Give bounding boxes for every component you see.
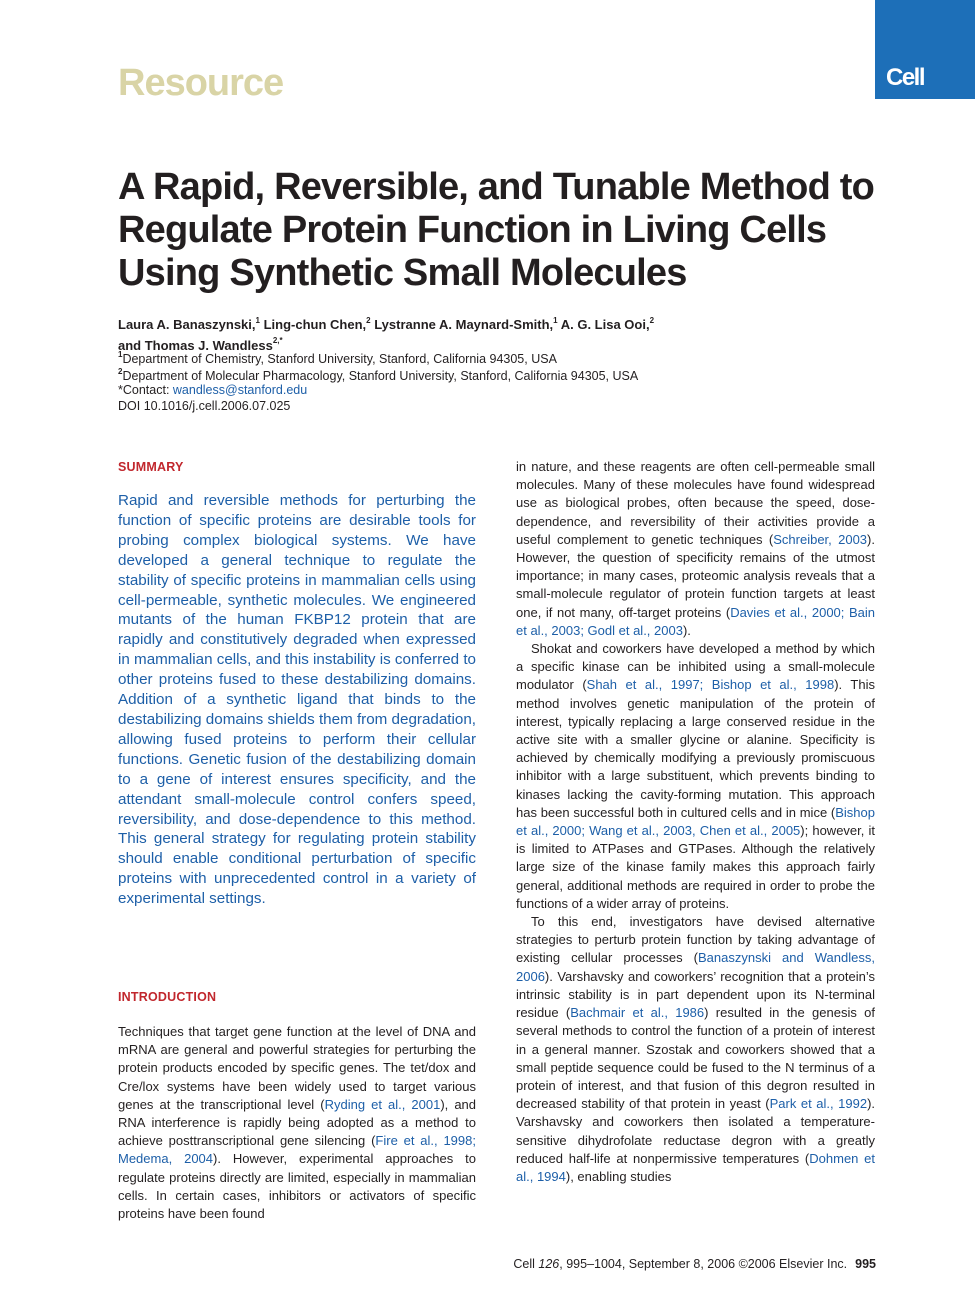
citation-link[interactable]: Bachmair et al., 1986 (570, 1005, 705, 1021)
affiliation: $^1$Department of Chemistry, Stanford University, Stanford, California 94305, USA (118, 350, 557, 367)
paragraph: Shokat and coworkers have developed a method by which a specific kinase can be inhibited using a small-molecule modulator (Shah et al., 1997; Bishop et al., 1998). This method involves genetic manipulation of the protein of interest, typically replacing a large conserved residue in the active site with a smaller glycine or alanine. Specificity is achieved by chemically modifying a previously promiscuous inhibitor with a large substituent, which prevents binding to kinases lacking the cavity-forming mutation. This approach has been successful both in cultured cells and in mice (Bishop et al., 2000; Wang et al., 2003, Chen et al., 2005); however, it is limited to ATPases and GTPases. Although the relatively large size of the kinase family makes this approach fairly general, additional methods are required in order to probe the functions of a wider array of proteins. (516, 641, 875, 911)
citation-link[interactable]: Dohmen et al., 1994 (516, 1150, 876, 1184)
introduction-heading: INTRODUCTION (118, 990, 217, 1004)
author: Ling-chun Chen,$^2$ (263, 316, 371, 333)
author: Lystranne A. Maynard-Smith,$^1$ (374, 316, 558, 333)
article-title: A Rapid, Reversible, and Tunable Method to Regulate Protein Function in Living Cells Using Synthetic Small Molecules (118, 166, 875, 294)
summary-heading: SUMMARY (118, 460, 184, 474)
introduction-column (118, 1023, 476, 1223)
journal-logo (875, 0, 975, 99)
affiliation: $^2$Department of Molecular Pharmacology, Stanford University, Stanford, California 94305, USA (118, 367, 639, 384)
paragraph: in nature, and these reagents are often cell-permeable small molecules. Many of these molecules have found widespread use as biological probes, often because the speed, dose-dependence, and reversibility of their activities provide a useful complement to genetic techniques (Schreiber, 2003). However, the question of specificity remains of the utmost importance; in many cases, proteomic analysis reveals that a small-molecule regulator of protein function targets at least one, if not many, off-target proteins (Davies et al., 2000; Bain et al., 2003; Godl et al., 2003). (516, 459, 875, 638)
paragraph: To this end, investigators have devised alternative strategies to perturb protein function by taking advantage of existing cellular processes (Banaszynski and Wandless, 2006). Varshavsky and coworkers’ recognition that a protein’s intrinsic stability is in part dependent upon its N-terminal residue (Bachmair et al., 1986) resulted in the genesis of several methods to control the function of a protein of interest in a general manner. Szostak and coworkers showed that a small peptide sequence could be fused to the N terminus of a protein of interest, and that fusion of this degron resulted in decreased stability of that protein in yeast (Park et al., 1992). Varshavsky and coworkers then isolated a temperature-sensitive dihydrofolate reductase degron with a greatly reduced half-life at nonpermissive temperatures (Dohmen et al., 1994), enabling studies (516, 914, 876, 1184)
right-column (516, 458, 875, 1186)
page-footer: Cell 126, 995–1004, September 8, 2006 ©2006 Elsevier Inc. 995 (513, 1257, 876, 1271)
citation-link[interactable]: Park et al., 1992 (769, 1096, 868, 1112)
summary-text: Rapid and reversible methods for perturbing the function of specific proteins are desirable tools for probing complex biological systems. We have developed a general technique to regulate the stability of specific proteins in mammalian cells using cell-permeable, synthetic molecules. We engineered mutants of the human FKBP12 protein that are rapidly and constitutively degraded when expressed in mammalian cells, and this instability is conferred to other proteins fused to these destabilizing domains. Addition of a synthetic ligand that binds to the destabilizing domains shields them from degradation, allowing fused proteins to perform their cellular functions. Genetic fusion of the destabilizing domain to a gene of interest ensures specificity, and the attendant small-molecule control confers speed, reversibility, and dose-dependence to this method. This general strategy for regulating protein stability should enable conditional perturbation of specific proteins with unprecedented control in a variety of experimental settings. (118, 492, 476, 908)
citation-link[interactable]: Bishop et al., 2000; Wang et al., 2003, Chen et al., 2005 (516, 804, 875, 839)
citation-link[interactable]: Shah et al., 1997; Bishop et al., 1998 (586, 677, 835, 693)
author: Laura A. Banaszynski,$^1$ (118, 316, 260, 333)
section-label: Resource (118, 62, 284, 104)
journal-logo-text: Cell (886, 64, 925, 91)
citation-link[interactable]: Fire et al., 1998; Medema, 2004 (118, 1133, 476, 1167)
citation-link[interactable]: Ryding et al., 2001 (324, 1096, 441, 1112)
author: and Thomas J. Wandless$^{2,*}$ (118, 336, 283, 353)
doi: DOI 10.1016/j.cell.2006.07.025 (118, 399, 291, 413)
contact-email-link[interactable]: wandless@stanford.edu (172, 383, 308, 397)
author: A. G. Lisa Ooi,$^2$ (560, 316, 655, 333)
page-number: 995 (855, 1257, 876, 1271)
citation-link[interactable]: Davies et al., 2000; Bain et al., 2003; Godl et al., 2003 (516, 604, 875, 638)
volume: 126 (538, 1257, 560, 1271)
contact-line: *Contact: wandless@stanford.edu (118, 383, 308, 397)
citation-link[interactable]: Schreiber, 2003 (773, 531, 868, 547)
paragraph: Techniques that target gene function at the level of DNA and mRNA are general and powerful strategies for perturbing the protein products encoded by specific genes. The tet/dox and Cre/lox systems have been widely used to target various genes at the transcriptional level (Ryding et al., 2001), and RNA interference is rapidly being adopted as a method to achieve posttranscriptional gene silencing (Fire et al., 1998; Medema, 2004). However, experimental approaches to regulate proteins directly are limited, especially in mammalian cells. In certain cases, inhibitors or activators of specific proteins have been found (118, 1024, 477, 1222)
citation-link[interactable]: Banaszynski and Wandless, 2006 (516, 950, 875, 984)
